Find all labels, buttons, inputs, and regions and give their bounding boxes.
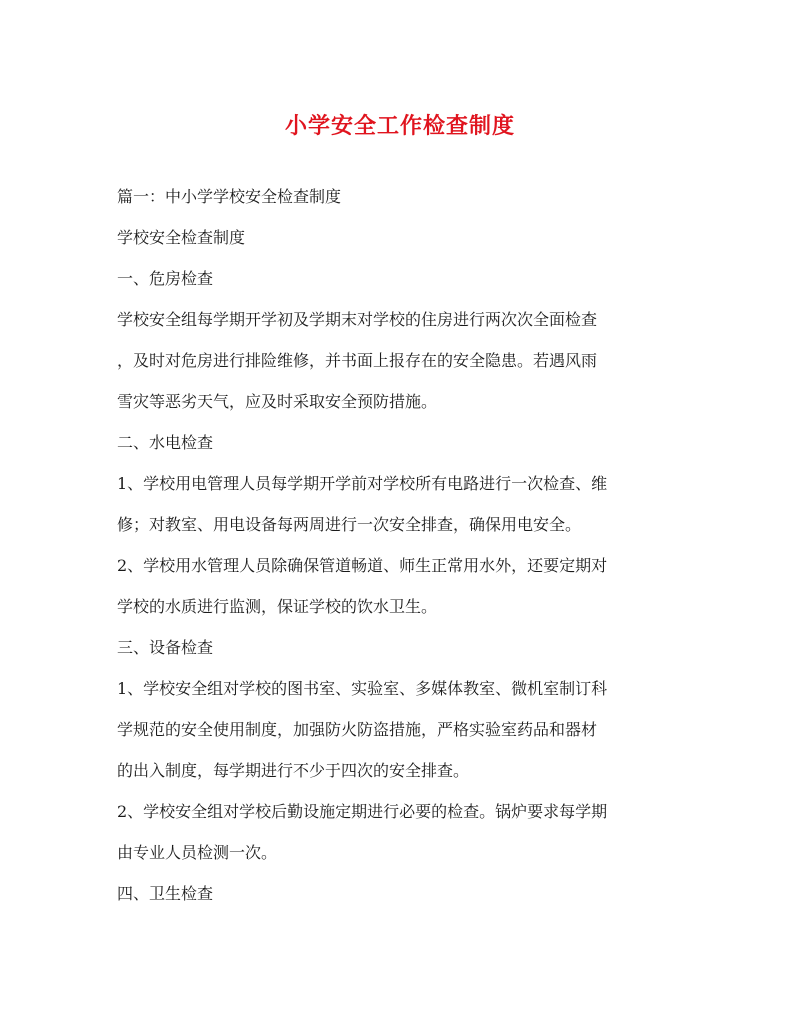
document-body bbox=[117, 176, 692, 914]
paragraph-line: 修；对教室、用电设备每两周进行一次安全排查，确保用电安全。 bbox=[117, 515, 582, 534]
paragraph-line: 2、学校用水管理人员除确保管道畅道、师生正常用水外，还要定期对 bbox=[117, 556, 608, 575]
section-heading-water-electricity: 二、水电检查 bbox=[117, 433, 214, 452]
paragraph-line: 由专业人员检测一次。 bbox=[117, 843, 278, 862]
document-title: 小学安全工作检查制度 bbox=[284, 113, 515, 139]
paragraph-line: 学校的水质进行监测，保证学校的饮水卫生。 bbox=[117, 597, 438, 616]
paragraph-line: 的出入制度，每学期进行不少于四次的安全排查。 bbox=[117, 761, 470, 780]
paragraph-line: 雪灾等恶劣天气，应及时采取安全预防措施。 bbox=[117, 392, 438, 411]
subheading-system-title: 学校安全检查制度 bbox=[117, 228, 246, 247]
section-heading-hygiene: 四、卫生检查 bbox=[117, 884, 214, 903]
paragraph-line: 1、学校用电管理人员每学期开学前对学校所有电路进行一次检查、维 bbox=[117, 474, 608, 493]
paragraph-line: 学规范的安全使用制度，加强防火防盗措施，严格实验室药品和器材 bbox=[117, 720, 598, 739]
section-heading-equipment: 三、设备检查 bbox=[117, 638, 214, 657]
paragraph-line: ，及时对危房进行排险维修，并书面上报存在的安全隐患。若遇风雨 bbox=[117, 351, 598, 370]
paragraph-line: 1、学校安全组对学校的图书室、实验室、多媒体教室、微机室制订科 bbox=[117, 679, 608, 698]
section-heading-dangerous-buildings: 一、危房检查 bbox=[117, 269, 214, 288]
subheading-chapter-one: 篇一：中小学学校安全检查制度 bbox=[117, 187, 342, 206]
paragraph-line: 学校安全组每学期开学初及学期末对学校的住房进行两次次全面检查 bbox=[117, 310, 598, 329]
paragraph-line: 2、学校安全组对学校后勤设施定期进行必要的检查。锅炉要求每学期 bbox=[117, 802, 608, 821]
